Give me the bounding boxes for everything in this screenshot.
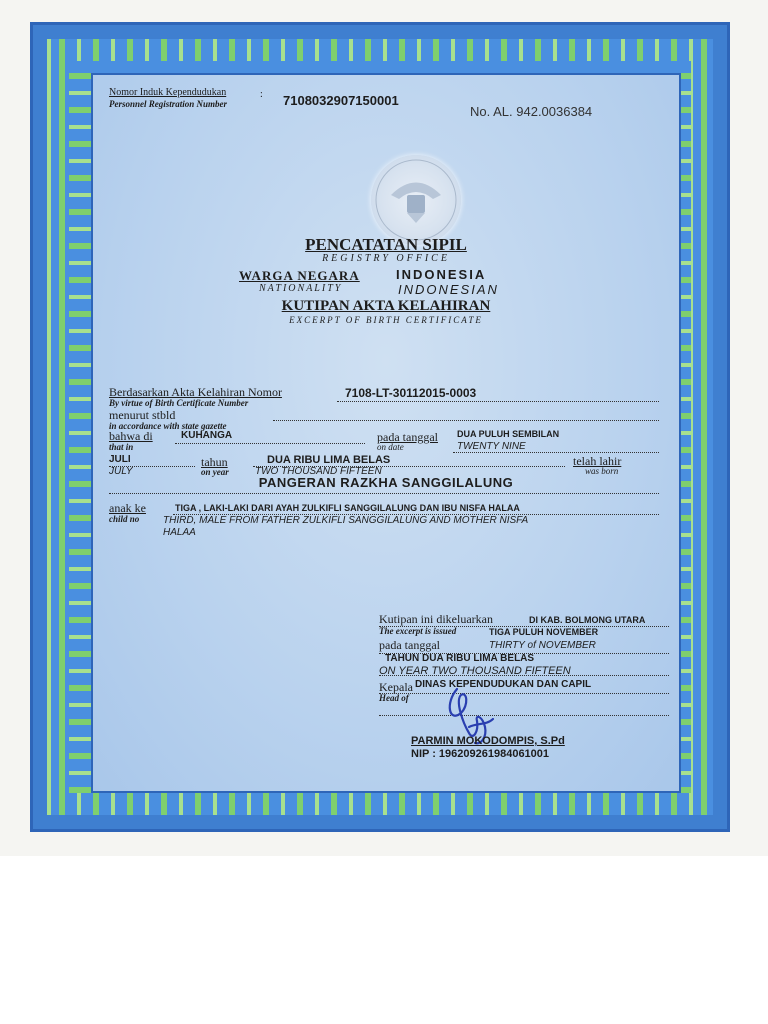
child-order-label: anak ke bbox=[109, 501, 146, 515]
birth-year-en: TWO THOUSAND FIFTEEN bbox=[255, 466, 382, 477]
nationality-label-en: NATIONALITY bbox=[259, 283, 343, 294]
issued-label-en: The excerpt is issued bbox=[379, 626, 457, 636]
child-order-value: TIGA , LAKI-LAKI DARI AYAH ZULKIFLI SANGGILALUNG DAN IBU NISFA HALAA bbox=[175, 503, 520, 513]
issue-date-en: THIRTY of NOVEMBER bbox=[489, 640, 596, 651]
child-order-label-en: child no bbox=[109, 514, 140, 524]
office-title-en: REGISTRY OFFICE bbox=[322, 253, 450, 264]
akta-label-en: By virtue of Birth Certificate Number bbox=[109, 398, 249, 408]
issue-year: TAHUN DUA RIBU LIMA BELAS bbox=[385, 653, 535, 664]
stbld-label: menurut stbld bbox=[109, 408, 176, 422]
year-label-en: on year bbox=[201, 467, 229, 477]
issue-year-en: ON YEAR TWO THOUSAND FIFTEEN bbox=[379, 665, 571, 677]
issued-label: Kutipan ini dikeluarkan bbox=[379, 612, 493, 626]
certificate-border bbox=[30, 22, 730, 832]
year-label: tahun bbox=[201, 455, 228, 469]
birth-year: DUA RIBU LIMA BELAS bbox=[267, 454, 391, 466]
date-label-en: on date bbox=[377, 442, 404, 452]
nationality-label: WARGA NEGARA bbox=[239, 268, 360, 283]
akta-number: 7108-LT-30112015-0003 bbox=[345, 386, 477, 400]
bahwa-label-en: that in bbox=[109, 442, 134, 452]
document-title-en: EXCERPT OF BIRTH CERTIFICATE bbox=[289, 315, 483, 325]
serial-number: No. AL. 942.0036384 bbox=[470, 104, 593, 119]
official-name: PARMIN MOKODOMPIS, S.Pd bbox=[411, 735, 565, 747]
born-label-en: was born bbox=[585, 466, 619, 476]
birth-date-en: TWENTY NINE bbox=[457, 441, 526, 452]
stbld-label-en: in accordance with state gazette bbox=[109, 421, 227, 431]
issued-date: TIGA PULUH NOVEMBER bbox=[489, 627, 599, 637]
birth-place: KUHANGA bbox=[181, 430, 233, 441]
nik-label-en: Personnel Registration Number bbox=[109, 99, 228, 109]
head-label: Kepala bbox=[379, 680, 413, 694]
document-title: KUTIPAN AKTA KELAHIRAN bbox=[281, 298, 491, 314]
child-name: PANGERAN RAZKHA SANGGILALUNG bbox=[258, 475, 514, 490]
office-title: PENCATATAN SIPIL bbox=[305, 235, 467, 254]
nationality-value: INDONESIA bbox=[396, 267, 487, 282]
issued-place: DI KAB. BOLMONG UTARA bbox=[529, 615, 646, 625]
bahwa-label: bahwa di bbox=[109, 429, 153, 443]
date-label: pada tanggal bbox=[377, 430, 438, 444]
issue-date-label: pada tanggal bbox=[379, 638, 440, 652]
nik-value: 7108032907150001 bbox=[283, 93, 399, 108]
born-label: telah lahir bbox=[573, 454, 622, 468]
birth-month: JULI bbox=[109, 454, 131, 465]
official-nip: NIP : 196209261984061001 bbox=[411, 748, 550, 760]
head-label-en: Head of bbox=[379, 693, 409, 703]
birth-date: DUA PULUH SEMBILAN bbox=[457, 429, 560, 439]
child-order-value-en-1: THIRD, MALE FROM FATHER ZULKIFLI SANGGILALUNG AND MOTHER NISFA bbox=[163, 515, 529, 526]
birth-month-en: JULY bbox=[109, 466, 133, 477]
child-order-value-en-2: HALAA bbox=[163, 527, 196, 538]
nik-colon: : bbox=[260, 89, 263, 100]
akta-label: Berdasarkan Akta Kelahiran Nomor bbox=[109, 385, 282, 399]
certificate-paper bbox=[91, 73, 681, 793]
head-value: DINAS KEPENDUDUKAN DAN CAPIL bbox=[415, 679, 592, 690]
nik-label: Nomor Induk Kependudukan bbox=[109, 87, 227, 98]
garuda-seal-icon bbox=[371, 155, 461, 245]
nationality-value-en: INDONESIAN bbox=[398, 282, 499, 297]
